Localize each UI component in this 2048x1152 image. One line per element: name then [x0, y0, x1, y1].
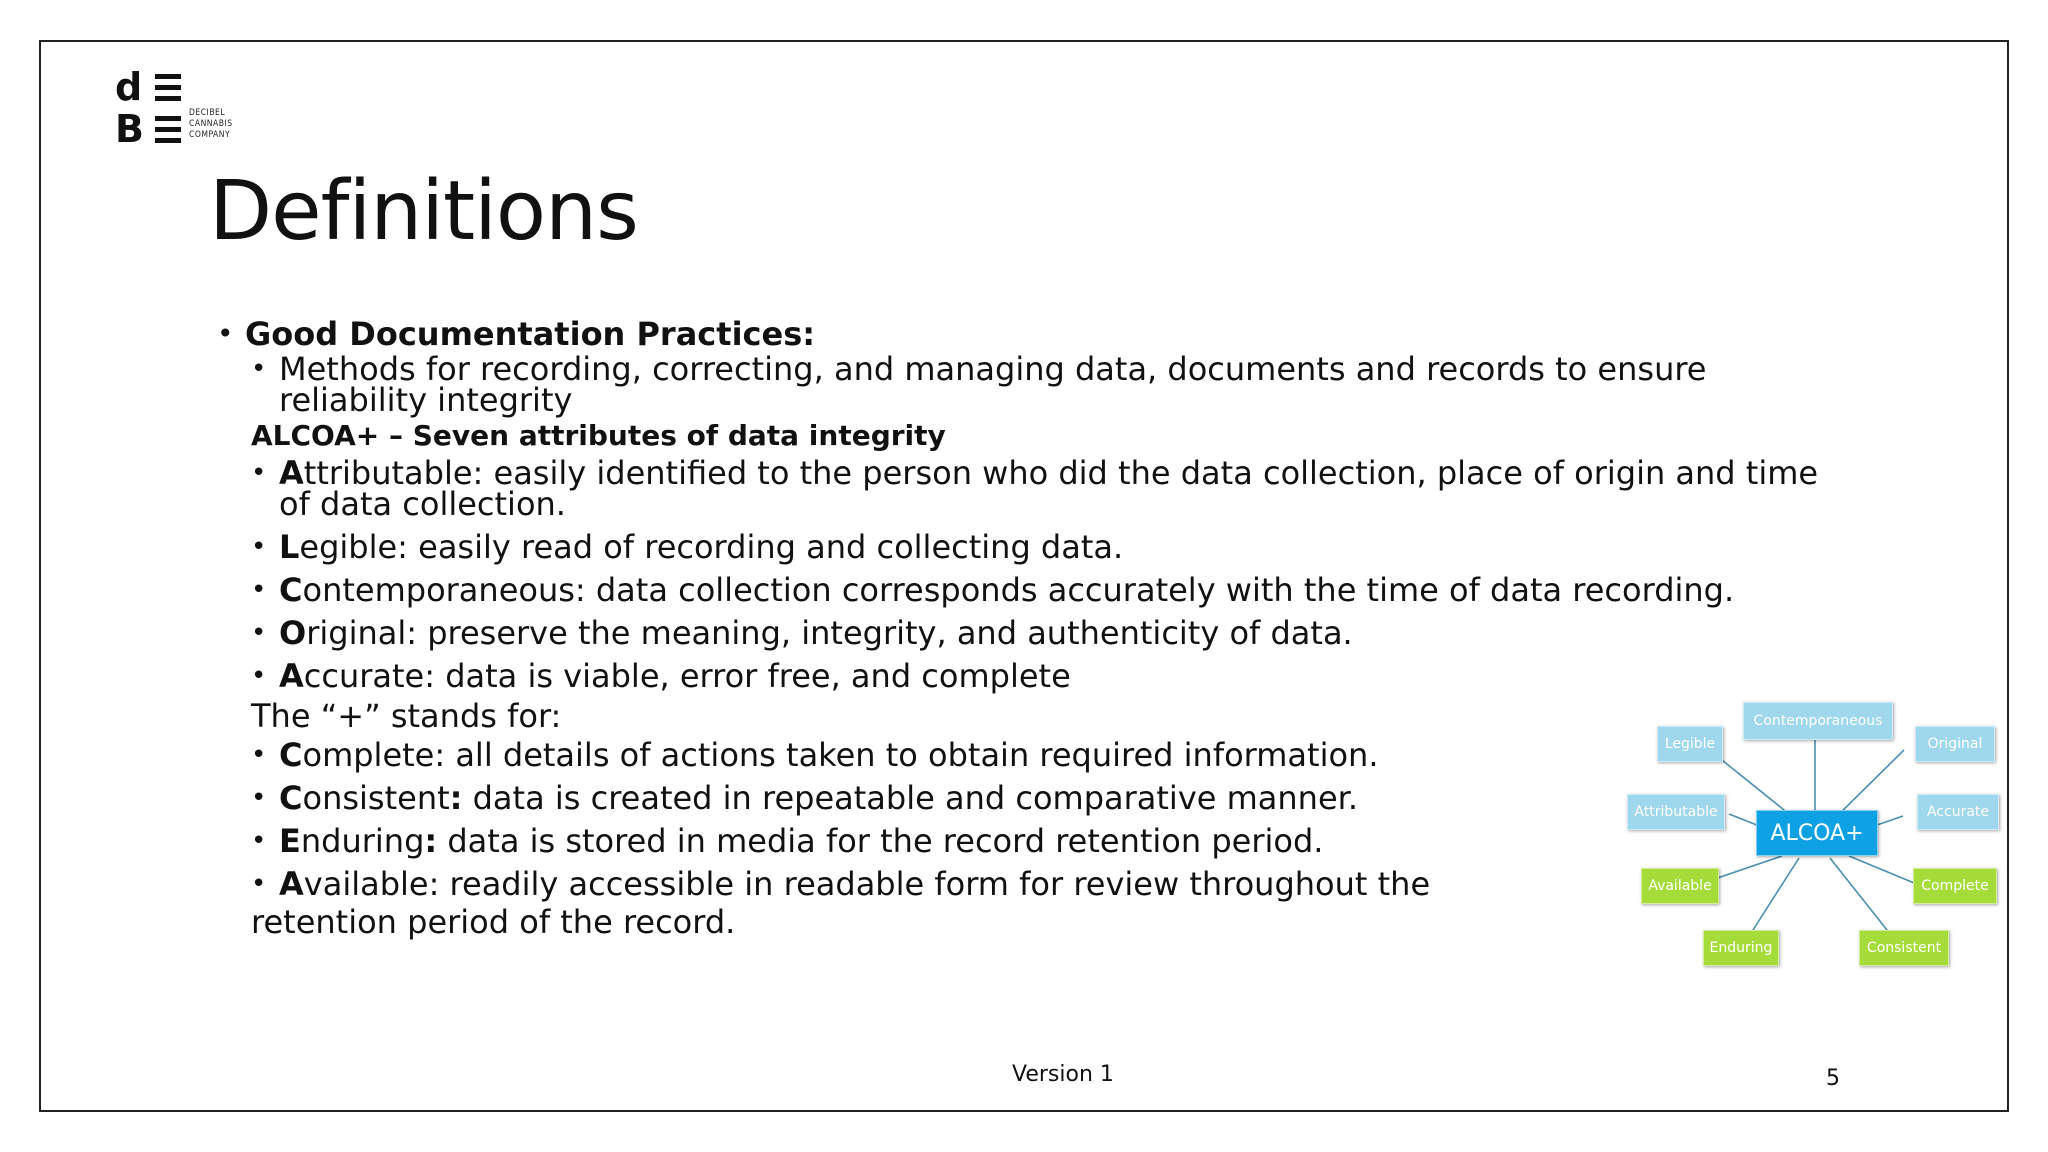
alcoa-diagram — [1619, 692, 2009, 982]
diagram-node-accurate: Accurate — [1917, 794, 1999, 830]
slide-title: Definitions — [209, 164, 638, 259]
attribute-bullet — [217, 571, 1857, 609]
attribute-text: onsistent — [302, 779, 450, 817]
diagram-node-complete: Complete — [1913, 868, 1997, 904]
footer-version: Version 1 — [1012, 1062, 1114, 1087]
plus-heading: The “+” stands for: — [251, 697, 562, 735]
attribute-initial: C — [279, 779, 303, 817]
plus-attribute-bullet — [217, 822, 1857, 860]
attribute-initial: C — [279, 571, 303, 609]
attribute-bullet — [217, 614, 1857, 652]
diagram-node-attributable: Attributable — [1627, 794, 1725, 830]
alcoa-heading: ALCOA+ – Seven attributes of data integrity — [251, 419, 946, 452]
attribute-text: riginal: preserve the meaning, integrity, and authenticity of data. — [306, 614, 1353, 652]
attribute-text: data is created in repeatable and comparative manner. — [462, 779, 1359, 817]
attribute-text: ttributable: easily identified to the person who did the data collection, place of origin and time of data collection. — [279, 454, 1819, 523]
attribute-bullet — [217, 528, 1857, 566]
intro-bullet: • Methods for recording, correcting, and managing data, documents and records to ensure reliability integrity — [217, 354, 1857, 416]
diagram-node-consistent: Consistent — [1859, 930, 1949, 966]
diagram-node-enduring: Enduring — [1703, 930, 1779, 966]
attribute-text: data is stored in media for the record retention period. — [437, 822, 1324, 860]
attribute-initial: C — [279, 736, 303, 774]
page-number: 5 — [1826, 1066, 1840, 1091]
logo-company-line: CANNABIS — [189, 119, 233, 129]
attribute-text: ccurate: data is viable, error free, and complete — [303, 657, 1071, 695]
diagram-node-available: Available — [1641, 868, 1719, 904]
logo-bars-top — [155, 74, 181, 107]
slide — [39, 40, 2009, 1112]
connector-line — [1753, 858, 1799, 930]
logo-company-text — [189, 108, 233, 141]
attribute-text: vailable: readily accessible in readable form for review throughout the — [303, 865, 1431, 903]
diagram-node-contemporaneous: Contemporaneous — [1743, 702, 1893, 740]
attribute-initial: A — [279, 454, 304, 492]
logo-bars-bottom — [155, 116, 181, 149]
plus-attribute-bullet — [217, 865, 1857, 903]
attribute-initial: O — [279, 614, 307, 652]
attribute-text: omplete: all details of actions taken to obtain required information. — [302, 736, 1379, 774]
plus-attribute-bullet — [217, 736, 1857, 774]
attribute-text: egible: easily read of recording and collecting data. — [299, 528, 1124, 566]
diagram-node-legible: Legible — [1657, 726, 1723, 762]
logo-company-line: DECIBEL — [189, 108, 226, 118]
connector-line — [1849, 856, 1919, 885]
attribute-initial: A — [279, 865, 304, 903]
attribute-initial: A — [279, 657, 304, 695]
trailing-line: retention period of the record. — [251, 903, 736, 941]
attribute-initial: L — [279, 528, 300, 566]
attribute-initial: E — [279, 822, 301, 860]
plus-attribute-bullet — [217, 779, 1857, 817]
slide-body — [217, 316, 1857, 940]
attribute-bullet — [217, 657, 1857, 695]
logo-company-line: COMPANY — [189, 130, 231, 140]
attribute-colon: : — [424, 822, 438, 860]
attribute-colon: : — [449, 779, 463, 817]
section-heading: • Good Documentation Practices: — [217, 316, 1857, 352]
diagram-center-alcoa-plus: ALCOA+ — [1756, 810, 1878, 856]
logo-letter-b: B — [115, 107, 144, 151]
attribute-text: nduring — [300, 822, 425, 860]
logo-letter-d: d — [115, 65, 143, 109]
attribute-text: ontemporaneous: data collection corresponds accurately with the time of data recording. — [302, 571, 1735, 609]
diagram-node-original: Original — [1915, 726, 1995, 762]
attribute-bullet — [217, 454, 1857, 523]
company-logo — [115, 65, 245, 158]
